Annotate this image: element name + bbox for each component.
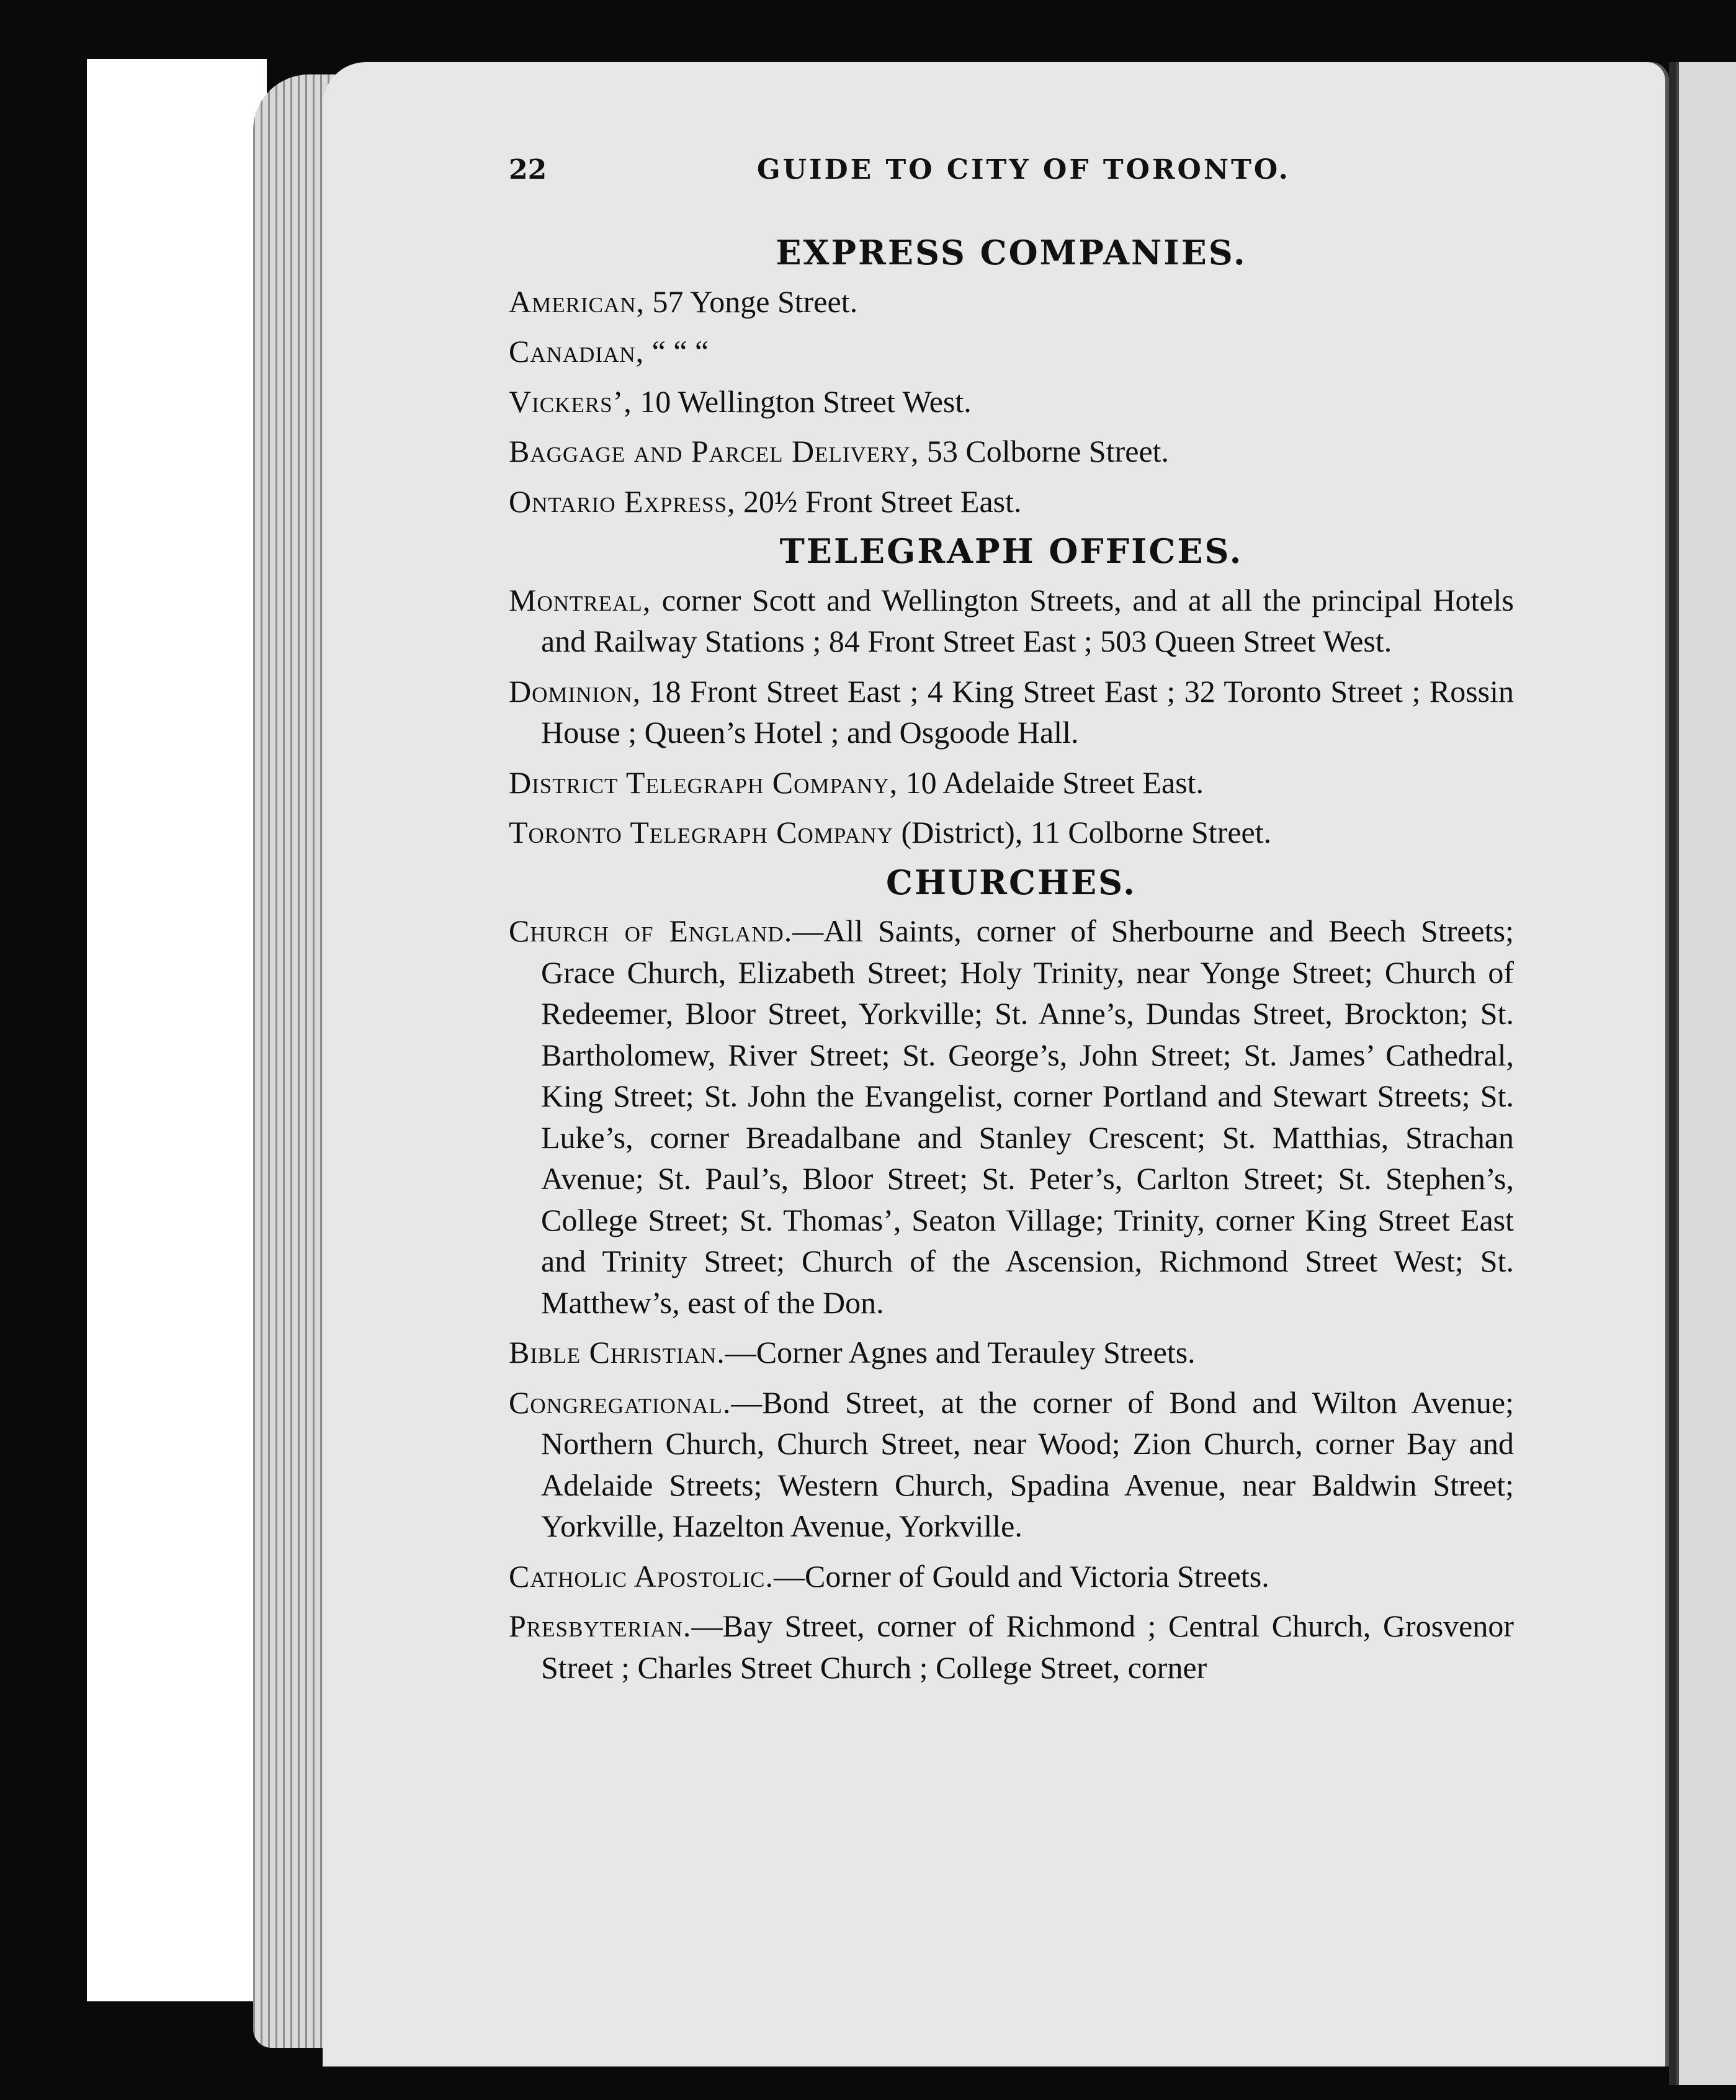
list-item	[509, 1382, 1514, 1547]
entry-text: 57 Yonge Street.	[645, 284, 858, 319]
section-title: TELEGRAPH OFFICES.	[779, 531, 1243, 571]
entry-name: Toronto Telegraph Company	[509, 815, 893, 850]
list-item	[509, 381, 1514, 423]
list-item	[509, 481, 1514, 523]
running-title: GUIDE TO CITY OF TORONTO.	[757, 154, 1291, 186]
page-header	[509, 154, 1464, 191]
page-text	[509, 223, 1514, 1697]
entry-text: 10 Wellington Street West.	[632, 384, 972, 419]
entry-name: Vickers’,	[509, 384, 632, 419]
entry-name: American,	[509, 284, 645, 319]
page-number: 22	[509, 154, 547, 186]
facing-page-edge	[1676, 62, 1736, 2085]
entry-name: Bible Christian.	[509, 1335, 725, 1370]
list-item	[509, 281, 1514, 323]
list-item	[509, 812, 1514, 853]
list-item	[509, 580, 1514, 662]
list-item	[509, 1556, 1514, 1597]
entry-name: Dominion,	[509, 673, 642, 709]
entry-text: —Bay Street, corner of Richmond ; Central Church, Grosvenor Street ; Charles Street Church ; College Street, corner	[541, 1609, 1514, 1685]
entry-text: 53 Colborne Street.	[919, 434, 1170, 469]
entry-name: Catholic Apostolic.	[509, 1558, 774, 1594]
list-item	[509, 1605, 1514, 1688]
entry-name: Montreal,	[509, 582, 651, 617]
entry-text: corner Scott and Wellington Streets, and at all the principal Hotels and Railway Stations ; 84 Front Street East ; 503 Queen Street West.	[541, 582, 1514, 658]
entry-text: “ “ “	[644, 334, 709, 369]
entry-text: (District), 11 Colborne Street.	[893, 815, 1272, 850]
entry-name: Presbyterian.	[509, 1609, 692, 1643]
entry-text: 20½ Front Street East.	[735, 483, 1022, 519]
entry-text: —Corner Agnes and Terauley Streets.	[725, 1335, 1196, 1370]
entry-name: Congregational.	[509, 1384, 732, 1420]
section-title: CHURCHES.	[886, 862, 1137, 902]
list-item	[509, 671, 1514, 753]
entry-name: District Telegraph Company,	[509, 765, 898, 800]
entry-name: Ontario Express,	[509, 483, 736, 519]
list-item	[509, 431, 1514, 472]
entry-text: —Bond Street, at the corner of Bond and Wilton Avenue; Northern Church, Church Street, near Wood; Zion Church, corner Bay and Adelaide Streets; Western Church, Spadina Avenue, near Baldwin Street; Yorkville, Hazelton Avenue, Yorkville.	[541, 1384, 1514, 1543]
entry-name: Baggage and Parcel Delivery,	[509, 434, 919, 469]
book-gutter	[1669, 62, 1676, 2085]
scan-margin	[87, 59, 267, 2001]
list-item	[509, 331, 1514, 372]
entry-name: Canadian,	[509, 334, 645, 369]
entry-text: 10 Adelaide Street East.	[898, 765, 1204, 800]
entry-text: —All Saints, corner of Sherbourne and Beech Streets; Grace Church, Elizabeth Street; Holy Trinity, near Yonge Street; Church of Redeemer, Bloor Street, Yorkville; St. Anne’s, Dundas Street, Brockton; St. Bartholomew, River Street; St. George’s, John Street; St. James’ Cathedral, King Street; St. John the Evangelist, corner Portland and Stewart Streets; St. Luke’s, corner Breadalbane and Stanley Crescent; St. Matthias, Strachan Avenue; St. Paul’s, Bloor Street; St. Peter’s, Carlton Street; St. Stephen’s, College Street; St. Thomas’, Seaton Village; Trinity, corner King Street East and Trinity Street; Church of the Ascension, Richmond Street West; St. Matthew’s, east of the Don.	[541, 913, 1514, 1320]
list-item	[509, 762, 1514, 804]
list-item	[509, 910, 1514, 1323]
entry-name: Church of England.	[509, 913, 793, 948]
list-item	[509, 1332, 1514, 1373]
entry-text: —Corner of Gould and Victoria Streets.	[774, 1558, 1269, 1594]
section-title: EXPRESS COMPANIES.	[776, 233, 1247, 272]
entry-text: 18 Front Street East ; 4 King Street East ; 32 Toronto Street ; Rossin House ; Queen’s Hotel ; and Osgoode Hall.	[541, 673, 1514, 750]
